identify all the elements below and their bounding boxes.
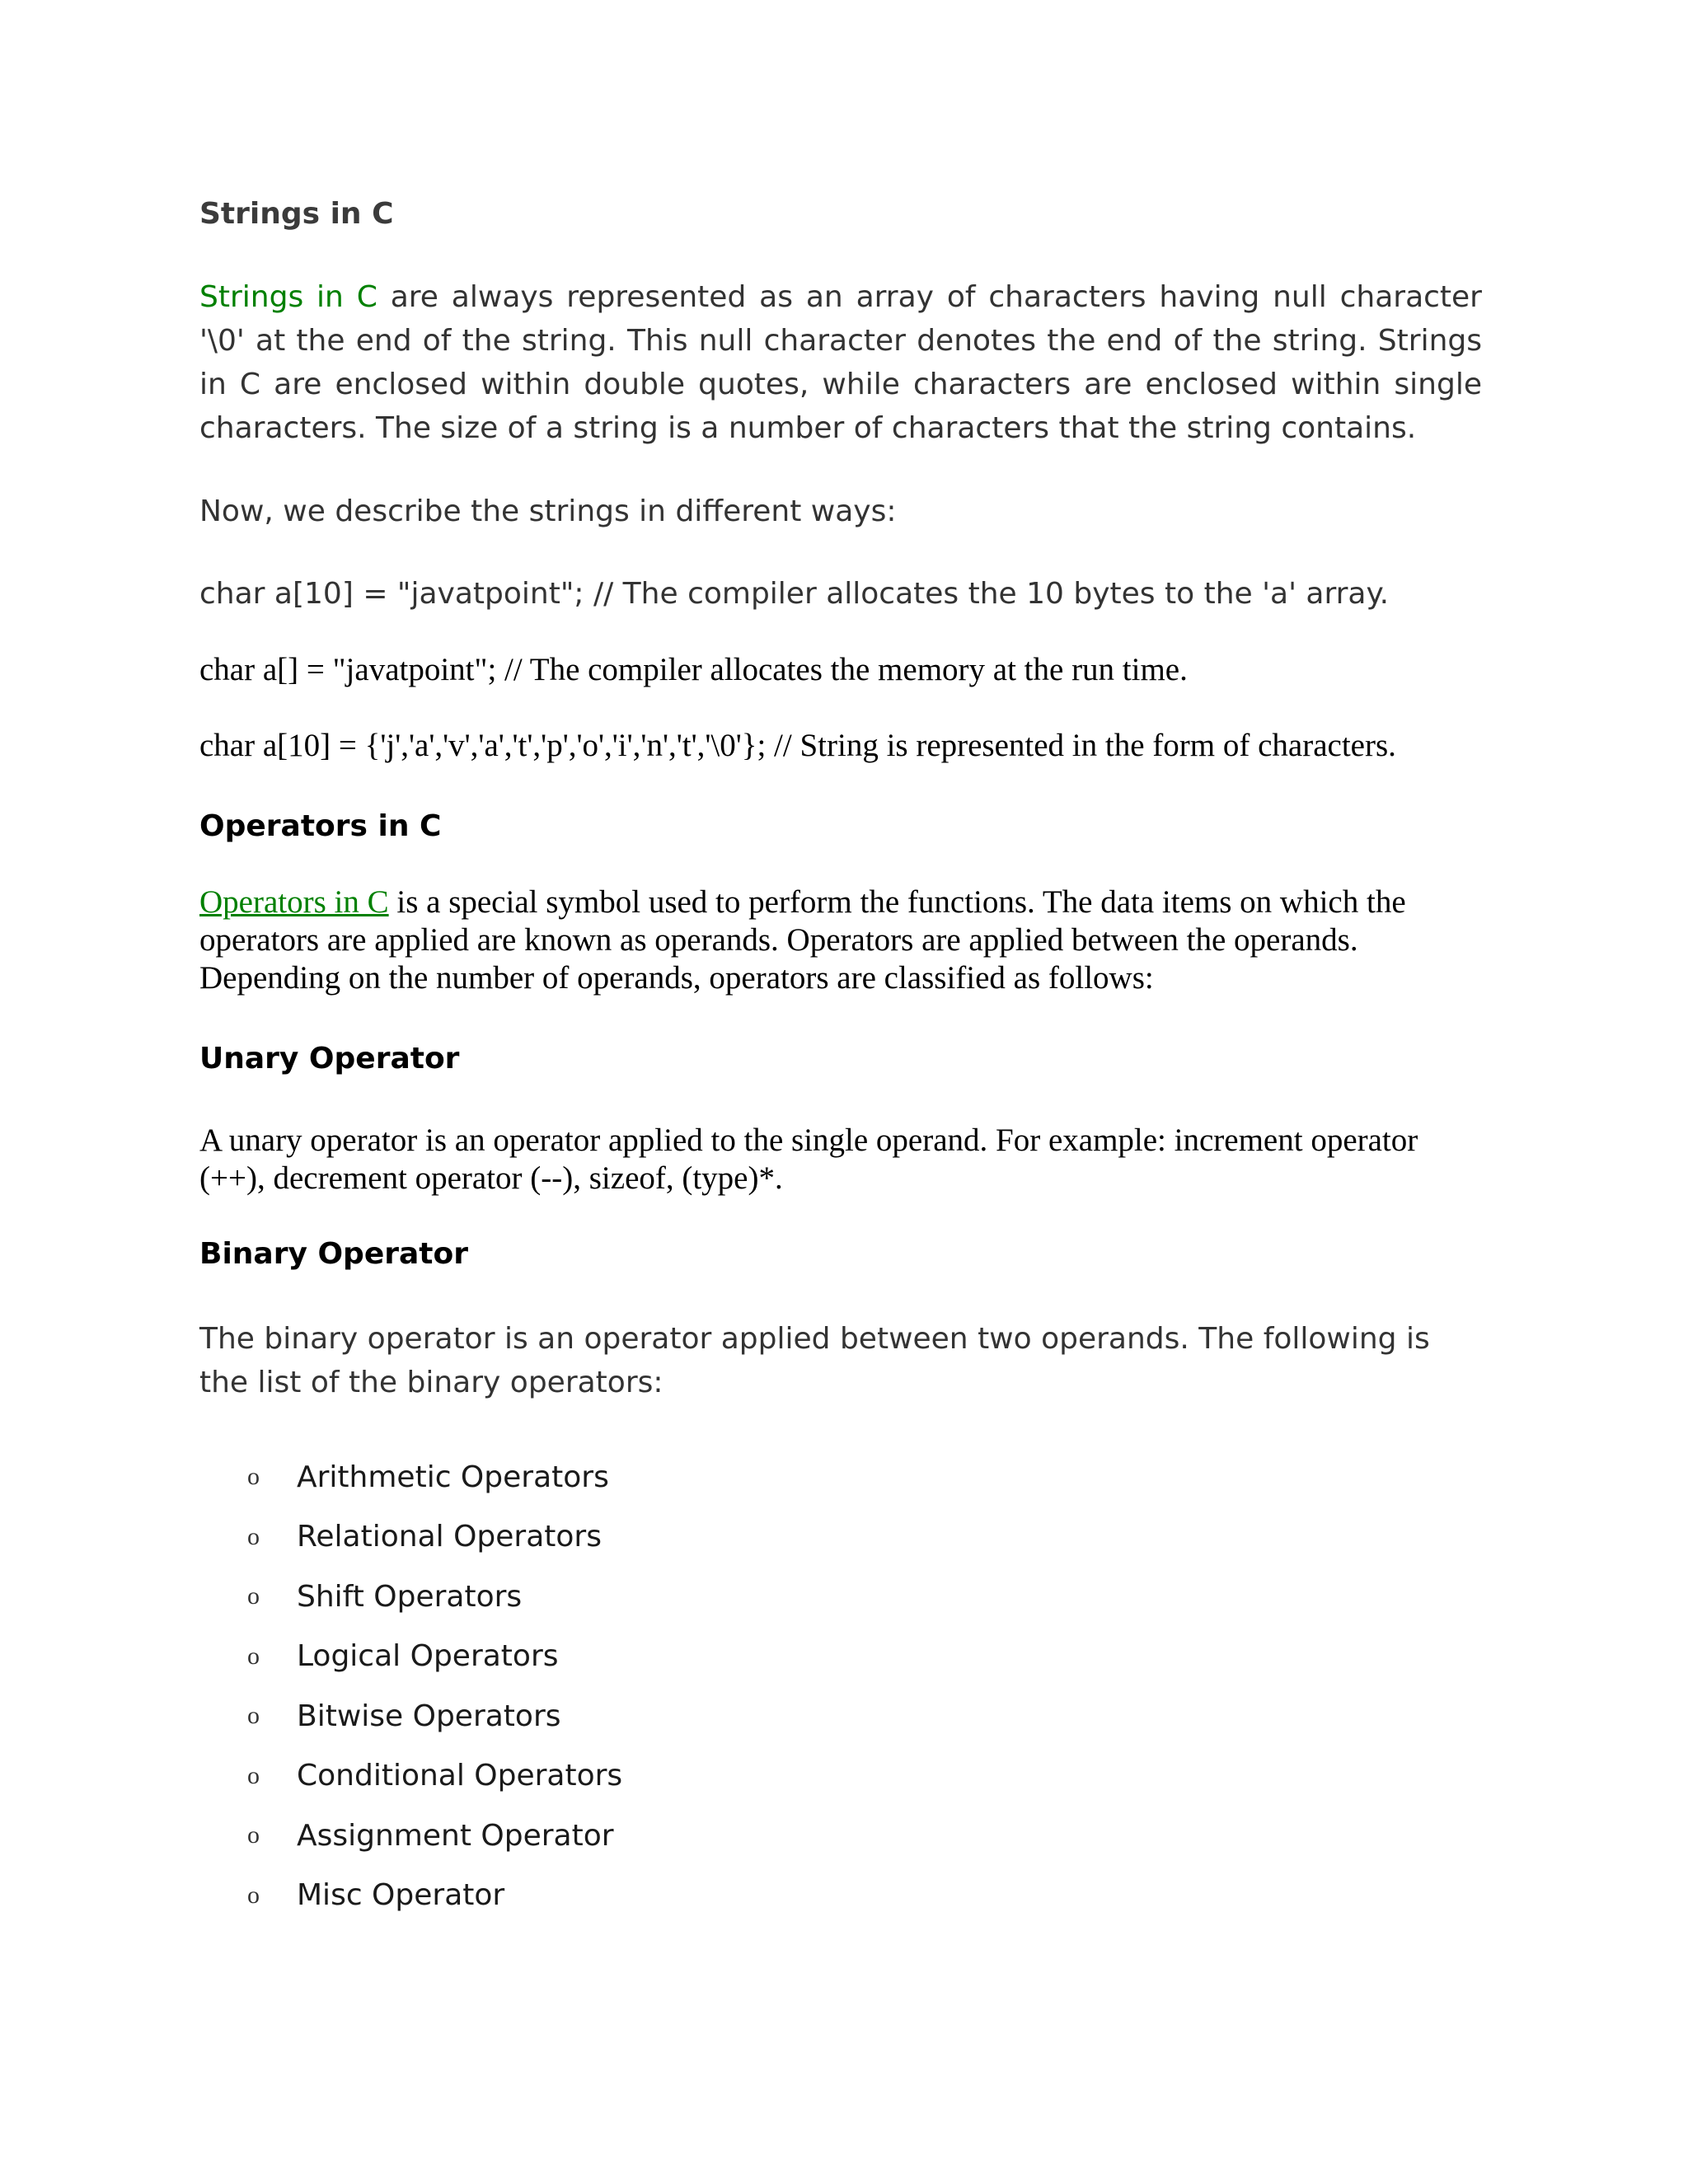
- list-item-label: Bitwise Operators: [297, 1699, 561, 1733]
- strings-intro-text: are always represented as an array of characters having null character '\0' at the end of the string. This null character denotes the end of the string. Strings in C are enclosed within double quotes, while characters are enclosed within single characters. The size of a string is a number of characters that the string contains.: [199, 280, 1482, 445]
- operators-intro-paragraph: [199, 883, 1482, 997]
- strings-heading: Strings in C: [199, 197, 394, 231]
- list-item: [247, 1567, 622, 1627]
- list-item: [247, 1447, 622, 1507]
- unary-heading: Unary Operator: [199, 1042, 460, 1076]
- list-item: [247, 1507, 622, 1568]
- list-item-label: Misc Operator: [297, 1878, 505, 1913]
- bullet-icon: o: [247, 1821, 260, 1849]
- strings-intro-paragraph: [199, 275, 1482, 450]
- operators-heading: Operators in C: [199, 809, 442, 843]
- list-item-label: Arithmetic Operators: [297, 1460, 609, 1494]
- bullet-icon: o: [247, 1522, 260, 1550]
- list-item-label: Relational Operators: [297, 1520, 602, 1554]
- operators-intro-link[interactable]: Operators in C: [199, 884, 389, 920]
- operators-intro-text: is a special symbol used to perform the functions. The data items on which the operators are applied are known as operands. Operators are applied between the operands. Depending on the number of operands, operators are classified as follows:: [199, 884, 1406, 996]
- binary-operators-list: [247, 1447, 622, 1925]
- bullet-icon: o: [247, 1761, 260, 1789]
- strings-describe-line: Now, we describe the strings in different ways:: [199, 494, 897, 528]
- list-item: [247, 1806, 622, 1866]
- binary-heading: Binary Operator: [199, 1237, 468, 1271]
- unary-paragraph: A unary operator is an operator applied to the single operand. For example: increment operator (++), decrement operator (--), sizeof, (type)*.: [199, 1122, 1418, 1196]
- list-item: [247, 1627, 622, 1687]
- bullet-icon: o: [247, 1463, 260, 1491]
- list-item: [247, 1686, 622, 1746]
- strings-example-1: char a[10] = "javatpoint"; // The compiler allocates the 10 bytes to the 'a' array.: [199, 577, 1390, 611]
- list-item: [247, 1866, 622, 1926]
- strings-example-2: char a[] = "javatpoint"; // The compiler allocates the memory at the run time.: [199, 652, 1188, 687]
- list-item-label: Conditional Operators: [297, 1759, 623, 1793]
- strings-example-3: char a[10] = {'j','a','v','a','t','p','o','i','n','t','\0'}; // String is represented in the form of characters.: [199, 728, 1396, 763]
- list-item-label: Logical Operators: [297, 1639, 559, 1674]
- list-item-label: Assignment Operator: [297, 1818, 614, 1853]
- bullet-icon: o: [247, 1881, 260, 1909]
- list-item: [247, 1746, 622, 1807]
- bullet-icon: o: [247, 1642, 260, 1670]
- binary-paragraph: The binary operator is an operator applied between two operands. The following is the list of the binary operators:: [199, 1322, 1430, 1399]
- bullet-icon: o: [247, 1582, 260, 1610]
- strings-intro-link[interactable]: Strings in C: [199, 280, 377, 314]
- bullet-icon: o: [247, 1702, 260, 1730]
- list-item-label: Shift Operators: [297, 1579, 523, 1614]
